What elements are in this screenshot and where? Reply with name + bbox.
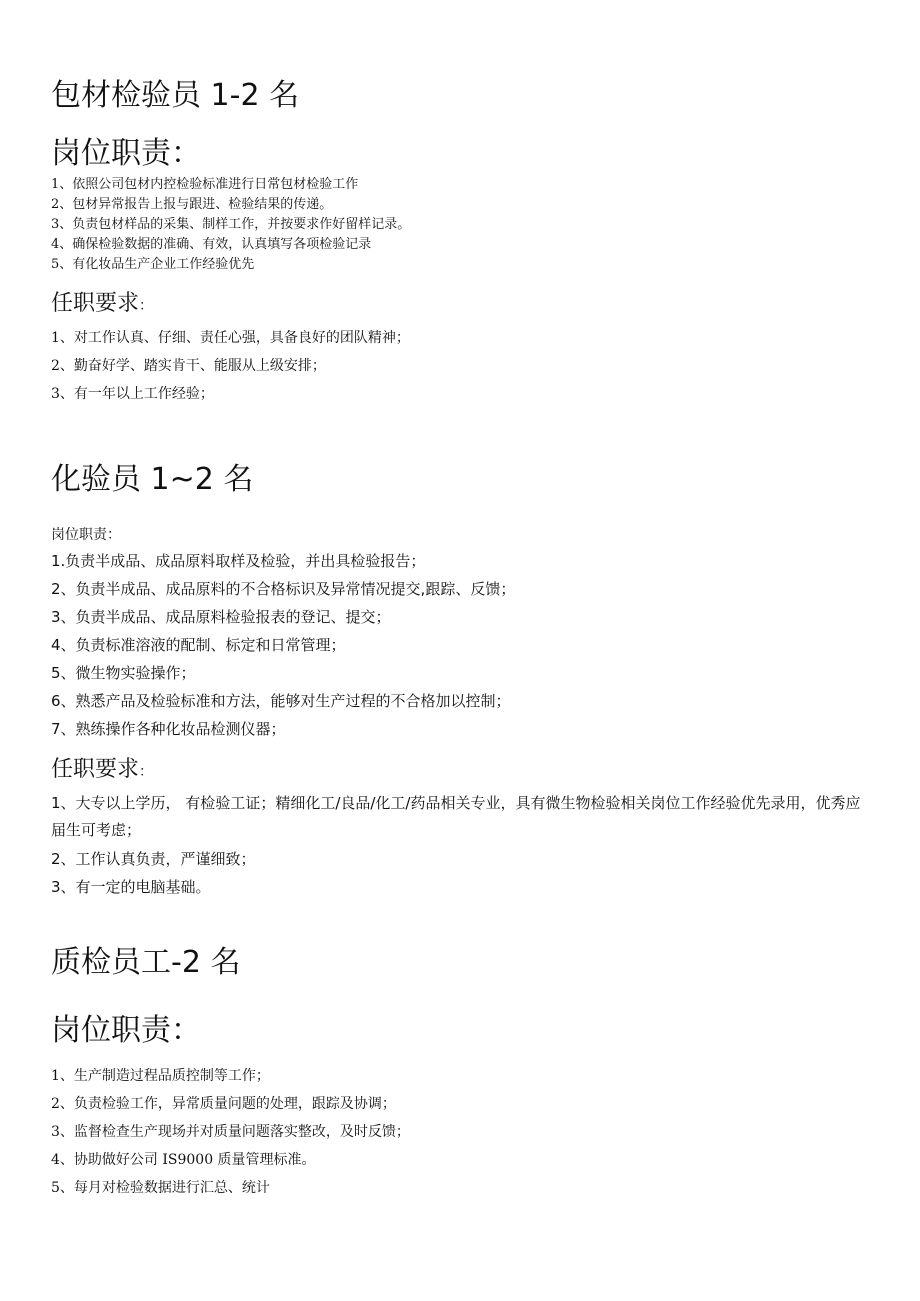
duty-item: 5、微生物实验操作； [51,664,196,682]
requirements-heading-text: 任职要求 [51,291,140,316]
requirements-heading [51,756,153,786]
requirement-item: 2、工作认真负责，严谨细致； [51,850,256,868]
duty-item: 4、负责标准溶液的配制、标定和日常管理； [51,636,346,654]
section-title-lab-technician: 化验员 1~2 名 [51,462,254,497]
section-title-packaging-inspector: 包材检验员 1-2 名 [51,78,300,113]
duty-item: 2、负责半成品、成品原料的不合格标识及异常情况提交,跟踪、反馈； [51,580,516,598]
requirements-heading-colon: ： [139,298,154,314]
requirements-heading-colon: ： [139,764,154,780]
requirement-item: 2、勤奋好学、踏实肯干、能服从上级安排； [51,358,326,374]
duty-item: 4、协助做好公司 IS9000 质量管理标准。 [51,1152,316,1168]
duty-item: 1、依照公司包材内控检验标准进行日常包材检验工作 [51,177,359,192]
duty-item: 4、确保检验数据的准确、有效，认真填写各项检验记录 [51,237,372,252]
duty-item: 1.负责半成品、成品原料取样及检验，并出具检验报告； [51,552,426,570]
requirements-heading-text: 任职要求 [51,757,140,782]
duty-item: 7、熟练操作各种化妆品检测仪器； [51,720,286,738]
requirement-item: 3、有一年以上工作经验； [51,386,214,402]
requirement-item: 1、大专以上学历， 有检验工证；精细化工/良品/化工/药品相关专业，具有微生物检验相关岗位工作经验优先录用，优秀应届生可考虑； [51,794,861,839]
duties-heading: 岗位职责： [51,527,121,543]
requirement-item: 3、有一定的电脑基础。 [51,878,211,896]
requirements-heading [51,290,153,320]
duty-item: 3、负责半成品、成品原料检验报表的登记、提交； [51,608,391,626]
section-title-quality-inspector: 质检员工-2 名 [51,945,241,980]
duty-item: 1、生产制造过程品质控制等工作； [51,1068,270,1084]
duty-item: 2、负责检验工作，异常质量问题的处理，跟踪及协调； [51,1096,396,1112]
duty-item: 3、监督检查生产现场并对质量问题落实整改，及时反馈； [51,1124,410,1140]
duty-item: 5、每月对检验数据进行汇总、统计 [51,1180,270,1196]
duties-heading: 岗位职责： [51,136,201,171]
duty-item: 5、有化妆品生产企业工作经验优先 [51,257,255,272]
duty-item: 2、包材异常报告上报与跟进、检验结果的传递。 [51,197,333,212]
duty-item: 3、负责包材样品的采集、制样工作，并按要求作好留样记录。 [51,217,411,232]
requirement-item: 1、对工作认真、仔细、责任心强，具备良好的团队精神； [51,330,410,346]
duties-heading: 岗位职责： [51,1013,201,1048]
duty-item: 6、熟悉产品及检验标准和方法，能够对生产过程的不合格加以控制； [51,692,511,710]
